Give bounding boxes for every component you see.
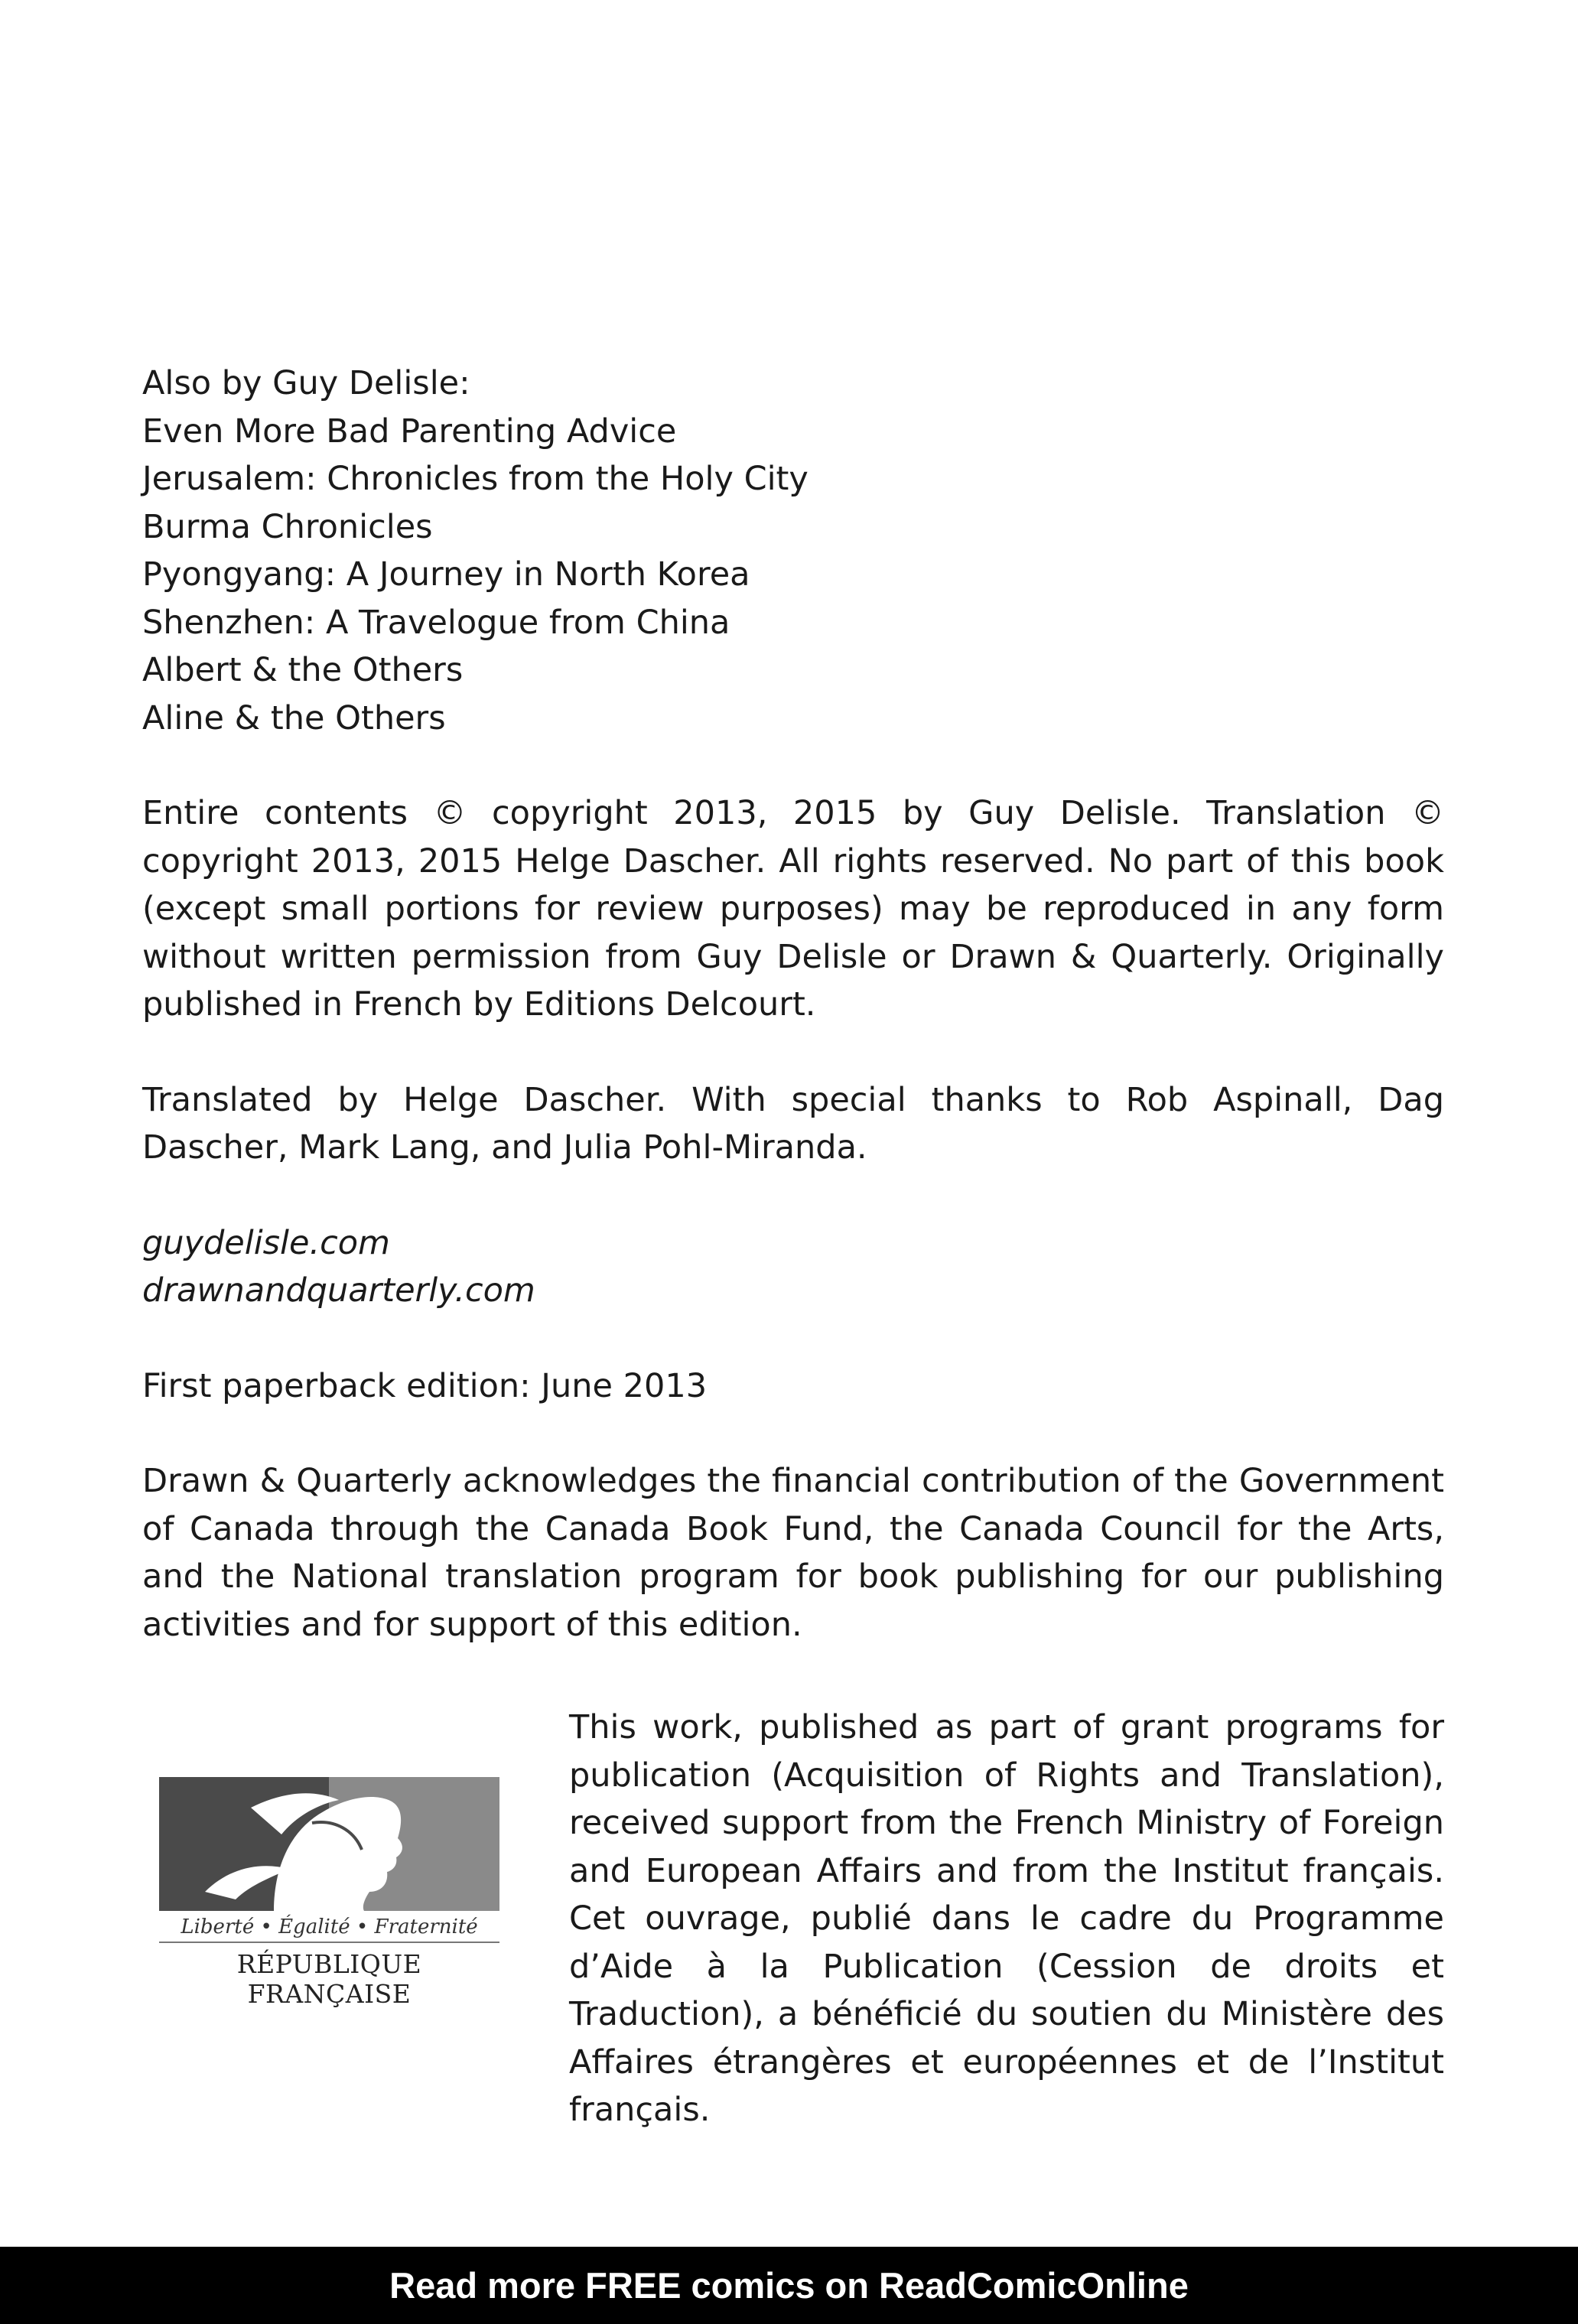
acknowledgement-section [142,1457,1444,1649]
book-title: Even More Bad Parenting Advice [142,412,677,451]
book-title: Pyongyang: A Journey in North Korea [142,555,750,594]
credits-section [142,1076,1444,1172]
emblem-name: RÉPUBLIQUE FRANÇAISE [236,1949,422,2009]
book-title: Aline & the Others [142,698,446,737]
book-title: Shenzhen: A Travelogue from China [142,603,730,642]
edition-info: First paperback edition: June 2013 [142,1366,708,1405]
french-support-text: This work, published as part of grant programs for publication (Acquisition of Rights and Translation), received support from the French Ministry of Foreign and European Affairs and from the Institut français. Cet ouvrage, publié dans le cadre du Programme d’Aide à la Publication (Cession de droits et Traduction), a bénéficié du soutien du Ministère des Affaires étrangères et européennes et de l’Institut français. [569,1708,1444,2129]
book-title: Burma Chronicles [142,507,433,546]
website-link[interactable]: drawnandquarterly.com [142,1271,535,1310]
republique-francaise-emblem [159,1777,499,2009]
copyright-page [142,360,1444,1696]
emblem-motto: Liberté • Égalité • Fraternité [159,1911,499,1943]
footer-banner[interactable] [0,2247,1578,2324]
footer-banner-text[interactable]: Read more FREE comics on ReadComicOnline [389,2265,1189,2306]
websites-section [142,1219,1444,1315]
french-support-section [142,1704,1444,2129]
book-title: Jerusalem: Chronicles from the Holy City [142,460,809,498]
website-link[interactable]: guydelisle.com [142,1223,390,1262]
marianne-logo-icon [159,1777,499,1911]
copyright-notice: Entire contents © copyright 2013, 2015 by Guy Delisle. Translation © copyright 2013, 2015 Helge Dascher. All rights reserved. No part of this book (except small portions for review purposes) may be reproduced in any form without written permission from Guy Delisle or Drawn & Quarterly. Originally published in French by Editions Delcourt. [142,794,1444,1024]
book-title: Albert & the Others [142,651,464,689]
acknowledgement-text: Drawn & Quarterly acknowledges the financial contribution of the Government of Canada through the Canada Book Fund, the Canada Council for the Arts, and the National translation program for book publishing for our publishing activities and for support of this edition. [142,1462,1444,1644]
also-by-section [142,360,1444,742]
translation-credits: Translated by Helge Dascher. With special thanks to Rob Aspinall, Dag Dascher, Mark Lang, and Julia Pohl-Miranda. [142,1080,1444,1167]
copyright-section [142,789,1444,1029]
french-support-text-block [569,1704,1444,2134]
also-by-heading: Also by Guy Delisle: [142,364,470,402]
edition-section [142,1362,1444,1411]
